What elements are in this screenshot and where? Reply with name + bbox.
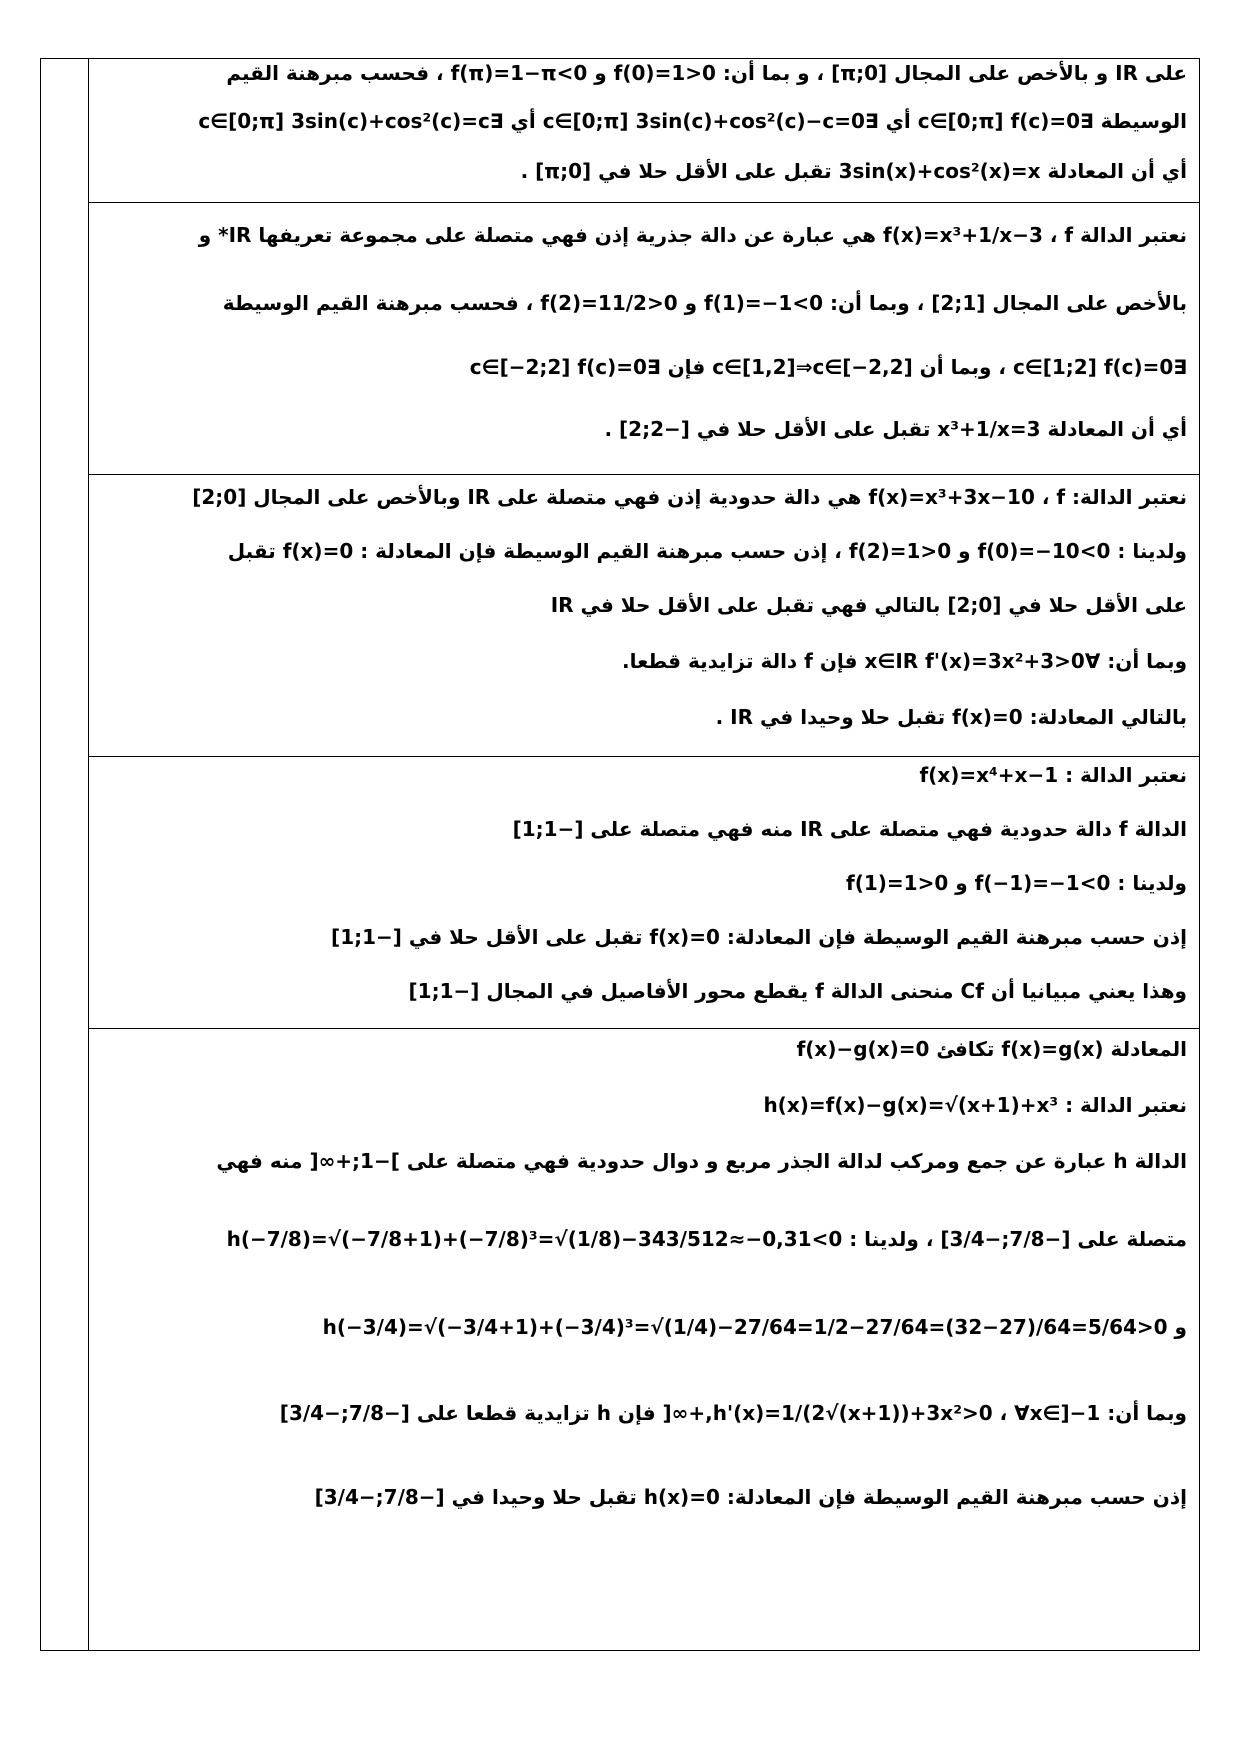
text-line: ∃c∈[1;2] f(c)=0 ، وبما أن c∈[1,2]⇒c∈[−2,2] فإن ∃c∈[−2;2] f(c)=0 xyxy=(469,355,1187,379)
text-line: ولدينا : f(0)=−10<0 و f(2)=1>0 ، إذن حسب مبرهنة القيم الوسيطة فإن المعادلة : f(x)=0 تقبل xyxy=(227,539,1187,563)
text-line: الدالة f دالة حدودية فهي متصلة على IR منه فهي متصلة على [−1;1] xyxy=(512,817,1187,841)
text-line: وهذا يعني مبيانيا أن Cf منحنى الدالة f يقطع محور الأفاصيل في المجال [−1;1] xyxy=(408,979,1187,1003)
text-line: إذن حسب مبرهنة القيم الوسيطة فإن المعادلة: h(x)=0 تقبل حلا وحيدا في [−7/8;−3/4] xyxy=(314,1485,1187,1509)
text-line: أي أن المعادلة 3sin(x)+cos²(x)=x تقبل على الأقل حلا في [0;π] . xyxy=(520,159,1187,183)
text-line: نعتبر الدالة : f(x)=x⁴+x−1 xyxy=(919,763,1187,787)
left-margin-column xyxy=(41,59,89,1650)
text-line: بالتالي المعادلة: f(x)=0 تقبل حلا وحيدا في IR . xyxy=(715,705,1187,729)
text-line: متصلة على [−7/8;−3/4] ، ولدينا : h(−7/8)=√(−7/8+1)+(−7/8)³=√(1/8)−343/512≈−0,31<0 xyxy=(226,1227,1187,1251)
text-line: نعتبر الدالة: f(x)=x³+3x−10 ، f هي دالة حدودية إذن فهي متصلة على IR وبالأخص على المجال [0;2] xyxy=(192,485,1187,509)
text-line: نعتبر الدالة : h(x)=f(x)−g(x)=√(x+1)+x³ xyxy=(763,1093,1187,1117)
text-line: أي أن المعادلة x³+1/x=3 تقبل على الأقل حلا في [−2;2] . xyxy=(604,417,1187,441)
text-line: و h(−3/4)=√(−3/4+1)+(−3/4)³=√(1/4)−27/64=1/2−27/64=(32−27)/64=5/64>0 xyxy=(322,1315,1187,1339)
solutions-column xyxy=(89,59,1199,1650)
text-line: وبما أن: h'(x)=1/(2√(x+1))+3x²>0 ، ∀x∈]−1,+∞[ فإن h تزايدية قطعا على [−7/8;−3/4] xyxy=(279,1401,1187,1425)
text-line: بالأخص على المجال [1;2] ، وبما أن: f(1)=−1<0 و f(2)=11/2>0 ، فحسب مبرهنة القيم الوسيطة xyxy=(222,291,1187,315)
text-line: وبما أن: ∀x∈IR f'(x)=3x²+3>0 فإن f دالة تزايدية قطعا. xyxy=(622,649,1187,673)
text-line: الوسيطة ∃c∈[0;π] f(c)=0 أي ∃c∈[0;π] 3sin(c)+cos²(c)−c=0 أي ∃c∈[0;π] 3sin(c)+cos²(c)=c xyxy=(198,109,1187,133)
section-2 xyxy=(89,203,1199,475)
section-3 xyxy=(89,475,1199,757)
section-4 xyxy=(89,757,1199,1029)
text-line: ولدينا : f(−1)=−1<0 و f(1)=1>0 xyxy=(846,871,1187,895)
text-line: المعادلة f(x)=g(x) تكافئ f(x)−g(x)=0 xyxy=(796,1037,1187,1061)
section-5 xyxy=(89,1029,1199,1652)
text-line: نعتبر الدالة f(x)=x³+1/x−3 ، f هي عبارة عن دالة جذرية إذن فهي متصلة على مجموعة تعريفها IR* و xyxy=(198,223,1187,247)
text-line: الدالة h عبارة عن جمع ومركب لدالة الجذر مربع و دوال حدودية فهي متصلة على ]−1;+∞[ منه فهي xyxy=(216,1149,1187,1173)
text-line: إذن حسب مبرهنة القيم الوسيطة فإن المعادلة: f(x)=0 تقبل على الأقل حلا في [−1;1] xyxy=(331,925,1187,949)
section-1 xyxy=(89,59,1199,203)
text-line: على IR و بالأخص على المجال [0;π] ، و بما أن: f(0)=1>0 و f(π)=1−π<0 ، فحسب مبرهنة القيم xyxy=(226,61,1187,85)
solution-table xyxy=(40,58,1200,1651)
text-line: على الأقل حلا في [0;2] بالتالي فهي تقبل على الأقل حلا في IR xyxy=(550,593,1187,617)
